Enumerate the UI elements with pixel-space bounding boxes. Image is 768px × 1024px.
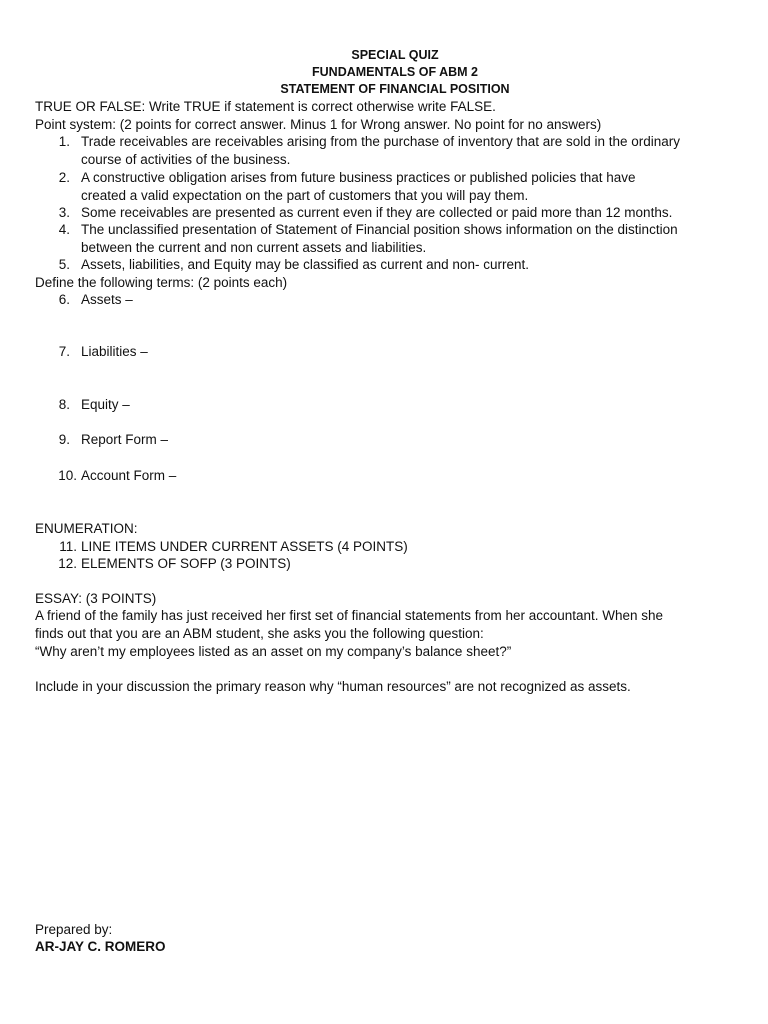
item-number: 9. — [58, 432, 70, 447]
prepared-by-label: Prepared by: — [35, 922, 113, 937]
essay-instruction: Include in your discussion the primary reason why “human resources” are not recognized as assets. — [35, 679, 631, 694]
true-false-instruction: TRUE OR FALSE: Write TRUE if statement is correct otherwise write FALSE. — [35, 99, 496, 114]
item-text-continued: created a valid expectation on the part of customers that you will pay them. — [81, 188, 529, 203]
item-text: A constructive obligation arises from future business practices or published policies that have — [81, 170, 636, 185]
item-text-continued: between the current and non current assets and liabilities. — [81, 240, 427, 255]
item-number: 6. — [58, 292, 70, 307]
item-text: Assets, liabilities, and Equity may be classified as current and non- current. — [81, 257, 529, 272]
item-text-continued: course of activities of the business. — [81, 152, 291, 167]
item-text: Liabilities – — [81, 344, 148, 359]
item-text: Some receivables are presented as current even if they are collected or paid more than 12 months. — [81, 205, 673, 220]
topic-title: STATEMENT OF FINANCIAL POSITION — [280, 82, 510, 96]
item-text: Account Form – — [81, 468, 177, 483]
item-number: 3. — [58, 205, 70, 220]
item-number: 12. — [58, 556, 77, 571]
essay-question: “Why aren’t my employees listed as an asset on my company’s balance sheet?” — [35, 644, 512, 659]
item-number: 8. — [58, 397, 70, 412]
essay-title: ESSAY: (3 POINTS) — [35, 591, 157, 606]
item-text: Equity – — [81, 397, 130, 412]
item-number: 7. — [58, 344, 70, 359]
define-instruction: Define the following terms: (2 points each) — [35, 275, 288, 290]
item-number: 4. — [58, 222, 70, 237]
author-name: AR-JAY C. ROMERO — [35, 939, 166, 954]
essay-paragraph-line: A friend of the family has just received her first set of financial statements from her accountant. When she — [35, 608, 664, 623]
item-number: 2. — [58, 170, 70, 185]
item-number: 10. — [58, 468, 77, 483]
item-text: LINE ITEMS UNDER CURRENT ASSETS (4 POINTS) — [81, 539, 408, 554]
item-text: Assets – — [81, 292, 133, 307]
subject-title: FUNDAMENTALS OF ABM 2 — [312, 65, 478, 79]
essay-paragraph-line: finds out that you are an ABM student, she asks you the following question: — [35, 626, 484, 641]
point-system-text: Point system: (2 points for correct answer. Minus 1 for Wrong answer. No point for no answers) — [35, 117, 602, 132]
enumeration-title: ENUMERATION: — [35, 521, 138, 536]
item-number: 1. — [58, 134, 70, 149]
item-text: Trade receivables are receivables arising from the purchase of inventory that are sold in the ordinary — [81, 134, 681, 149]
item-text: Report Form – — [81, 432, 169, 447]
item-text: ELEMENTS OF SOFP (3 POINTS) — [81, 556, 291, 571]
item-text: The unclassified presentation of Statement of Financial position shows information on the distinction — [81, 222, 678, 237]
item-number: 5. — [58, 257, 70, 272]
item-number: 11. — [59, 539, 77, 554]
quiz-title: SPECIAL QUIZ — [351, 48, 439, 62]
